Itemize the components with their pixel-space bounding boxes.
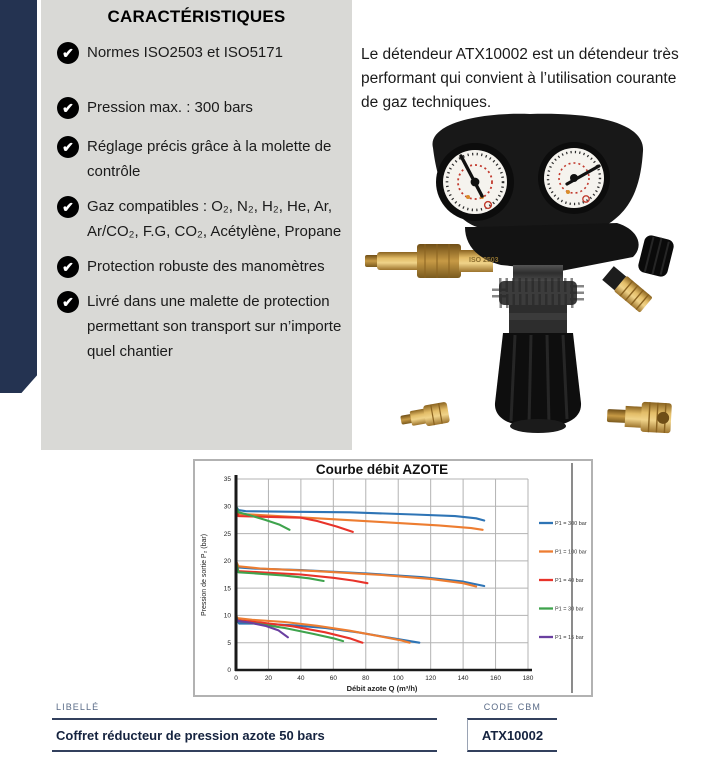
- code-cell: ATX10002: [467, 718, 557, 752]
- check-icon: ✔: [57, 291, 79, 313]
- svg-text:35: 35: [223, 476, 231, 484]
- characteristics-title: CARACTÉRISTIQUES: [107, 7, 286, 26]
- product-image: [365, 103, 700, 448]
- svg-text:160: 160: [490, 675, 501, 682]
- column-header-libelle: LIBELLÉ: [56, 702, 100, 712]
- svg-text:20: 20: [223, 558, 231, 566]
- list-item: [57, 254, 347, 279]
- list-item: [57, 95, 347, 120]
- column-gap: [437, 718, 467, 752]
- svg-text:10: 10: [223, 612, 231, 620]
- list-item: [57, 194, 347, 244]
- column-gap: [438, 702, 468, 712]
- check-icon: ✔: [57, 136, 79, 158]
- svg-text:0: 0: [227, 667, 231, 675]
- svg-text:P1 = 100 bar: P1 = 100 bar: [555, 549, 587, 556]
- svg-text:P1 = 15 bar: P1 = 15 bar: [555, 635, 584, 641]
- svg-text:180: 180: [522, 675, 534, 682]
- svg-text:25: 25: [223, 530, 231, 538]
- body-label: ISO 2503: [469, 257, 499, 264]
- feature-text: Réglage précis grâce à la molette de contrôle: [87, 138, 332, 180]
- svg-text:P1 = 30 bar: P1 = 30 bar: [555, 606, 584, 613]
- regulator-illustration: [365, 103, 700, 448]
- list-item: [57, 289, 347, 364]
- flow-chart-svg: [195, 461, 591, 695]
- table-header-row: [52, 702, 557, 718]
- svg-text:P1 = 300 bar: P1 = 300 bar: [555, 521, 587, 527]
- svg-text:Pression de sortie P₂ (bar): Pression de sortie P₂ (bar): [201, 533, 208, 617]
- svg-text:0: 0: [234, 675, 238, 682]
- list-item: [57, 134, 347, 184]
- svg-text:140: 140: [457, 675, 469, 682]
- svg-text:80: 80: [362, 675, 370, 682]
- libelle-cell: Coffret réducteur de pression azote 50 bars: [52, 718, 437, 752]
- svg-text:Débit azote Q (m³/h): Débit azote Q (m³/h): [346, 684, 418, 693]
- adjustment-knob: [495, 265, 581, 433]
- adapter-left: [399, 402, 450, 431]
- feature-text: Normes ISO2503 et ISO5171: [87, 44, 283, 61]
- reference-table: [52, 702, 557, 752]
- right-gauge: [538, 142, 610, 214]
- check-icon: ✔: [57, 97, 79, 119]
- column-header-code: CODE CBM: [483, 702, 542, 712]
- svg-text:P1 = 40 bar: P1 = 40 bar: [555, 578, 584, 584]
- feature-text: Gaz compatibles : O₂, N₂, H₂, He, Ar, Ar/CO₂, F.G, CO₂, Acétylène, Propane: [87, 198, 342, 240]
- flow-chart: [193, 459, 593, 697]
- svg-text:15: 15: [223, 585, 231, 593]
- feature-text: Livré dans une malette de protection permettant son transport sur n’importe quel chantier: [87, 293, 342, 360]
- feature-text: Pression max. : 300 bars: [87, 99, 253, 116]
- svg-text:100: 100: [392, 675, 404, 682]
- list-item: [57, 40, 347, 65]
- svg-text:40: 40: [297, 675, 305, 682]
- svg-text:Courbe débit AZOTE: Courbe débit AZOTE: [315, 462, 449, 477]
- svg-text:20: 20: [264, 675, 273, 682]
- svg-text:5: 5: [227, 639, 231, 647]
- check-icon: ✔: [57, 256, 79, 278]
- adapter-right: [606, 400, 671, 433]
- table-row: [52, 718, 557, 752]
- svg-text:120: 120: [425, 675, 437, 682]
- accent-bar: [0, 0, 37, 393]
- check-icon: ✔: [57, 196, 79, 218]
- svg-text:30: 30: [223, 503, 231, 511]
- left-gauge: [436, 143, 514, 221]
- svg-text:60: 60: [329, 675, 337, 682]
- product-description: Le détendeur ATX10002 est un détendeur très performant qui convient à l’utilisation courante de gaz techniques.: [361, 45, 679, 111]
- characteristics-list: [57, 40, 347, 364]
- feature-text: Protection robuste des manomètres: [87, 258, 325, 275]
- check-icon: ✔: [57, 42, 79, 64]
- side-knob: [637, 234, 675, 278]
